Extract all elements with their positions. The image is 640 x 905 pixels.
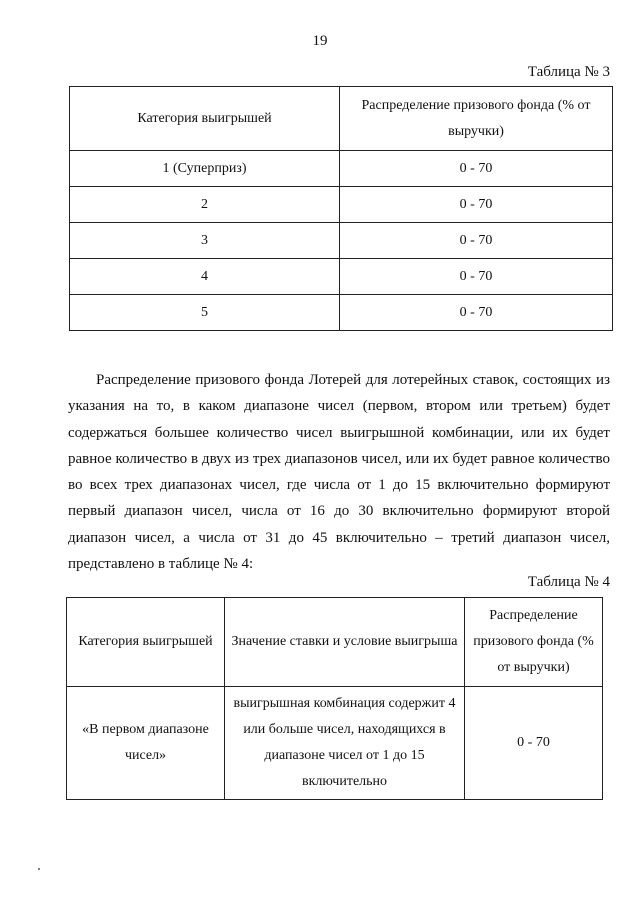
table-cell-category: 4 <box>70 259 340 295</box>
table-cell-category: 1 (Суперприз) <box>70 151 340 187</box>
scan-artifact-dot <box>38 868 40 870</box>
page-number: 19 <box>312 33 328 49</box>
table-3 <box>69 86 613 331</box>
table-4-header-condition: Значение ставки и условие выигрыша <box>225 598 465 687</box>
table-cell-distribution: 0 - 70 <box>340 151 613 187</box>
table-cell-category: 3 <box>70 223 340 259</box>
table-cell-condition: выигрышная комбинация содержит 4 или больше чисел, находящихся в диапазоне чисел от 1 до 15 включительно <box>225 687 465 800</box>
table-row <box>70 187 613 223</box>
table-row <box>70 151 613 187</box>
table-cell-distribution: 0 - 70 <box>340 259 613 295</box>
table-cell-category: «В первом диапазоне чисел» <box>67 687 225 800</box>
table-row <box>70 223 613 259</box>
table-cell-distribution: 0 - 70 <box>340 295 613 331</box>
table-cell-distribution: 0 - 70 <box>340 187 613 223</box>
table-3-header-row <box>70 87 613 151</box>
table-3-header-category: Категория выигрышей <box>70 87 340 151</box>
table-4-header-category: Категория выигрышей <box>67 598 225 687</box>
body-paragraph: Распределение призового фонда Лотерей для лотерейных ставок, состоящих из указания на то, в каком диапазоне чисел (первом, втором или третьем) будет содержаться большее количество чисел выигрышной комбинации, или их будет равное количество в двух из трех диапазонов чисел, или их будет равное количество во всех трех диапазонах чисел, где числа от 1 до 15 включительно формируют первый диапазон чисел, числа от 16 до 30 включительно формируют второй диапазон чисел, а числа от 31 до 45 включительно – третий диапазон чисел, представлено в таблице № 4: <box>68 372 610 573</box>
table-4-caption: Таблица № 4 <box>527 574 610 590</box>
table-row <box>70 259 613 295</box>
table-cell-category: 5 <box>70 295 340 331</box>
table-cell-distribution: 0 - 70 <box>340 223 613 259</box>
table-4 <box>66 597 603 800</box>
table-4-header-row <box>67 598 603 687</box>
table-row <box>67 687 603 800</box>
table-4-header-distribution: Распределение призового фонда (% от выручки) <box>465 598 603 687</box>
table-cell-category: 2 <box>70 187 340 223</box>
table-3-header-distribution: Распределение призового фонда (% от выручки) <box>340 87 613 151</box>
table-3-caption: Таблица № 3 <box>527 64 610 80</box>
table-cell-distribution: 0 - 70 <box>465 687 603 800</box>
table-row <box>70 295 613 331</box>
